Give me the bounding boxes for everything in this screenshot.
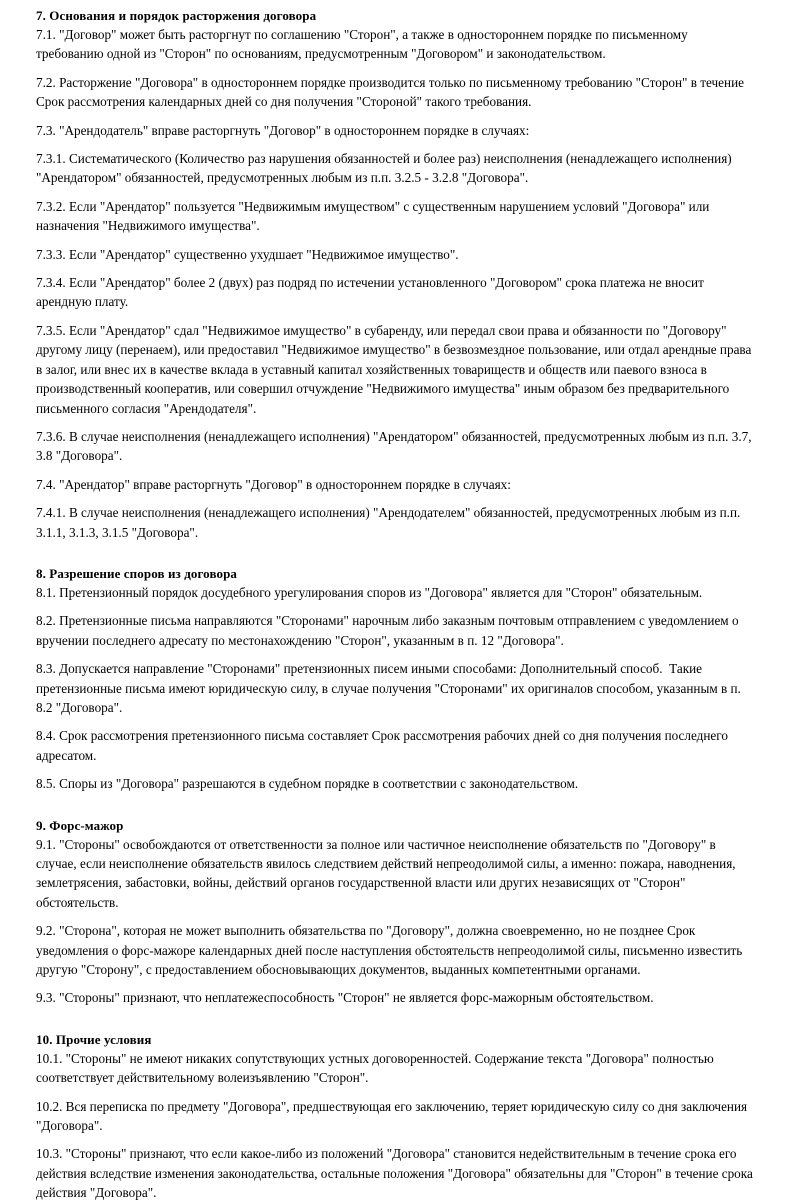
clause-8.1: 8.1. Претензионный порядок досудебного урегулирования споров из "Договора" является для "Сторон" обязательным. <box>36 584 703 600</box>
section-7 <box>36 6 757 542</box>
clause-8.2: 8.2. Претензионные письма направляются "Сторонами" нарочным либо заказным почтовым отправлением с уведомлением о вручении последнего адресату по местонахождению "Сторон", указанным в п. 12 "Договора". <box>36 613 742 648</box>
clause-10.2: 10.2. Вся переписка по предмету "Договора", предшествующая его заключению, теряет юридическую силу со дня заключения "Договора". <box>36 1098 751 1134</box>
clause-7.3.4: 7.3.4. Если "Арендатор" более 2 (двух) раз подряд по истечении установленного "Договором" срока платежа не вносит арендную плату. <box>36 275 708 310</box>
clause-9.1: 9.1. "Стороны" освобождаются от ответственности за полное или частичное неисполнение обязательств по "Договору" в случае, если неисполнение обязательств явилось следствием действий непреодолимой силы, а именно: пожара, наводнения, землетрясения, забастовки, войны, действий органов государственной власти или других независящих от "Сторон" обстоятельств. <box>36 836 739 910</box>
section-10 <box>36 1030 757 1203</box>
clause-8.5: 8.5. Споры из "Договора" разрешаются в судебном порядке в соответствии с законодательством. <box>36 776 579 792</box>
clause-9.3: 9.3. "Стороны" признают, что неплатежеспособность "Сторон" не является форс-мажорным обстоятельством. <box>36 990 654 1006</box>
section-8 <box>36 564 757 794</box>
clause-8.4: 8.4. Срок рассмотрения претензионного письма составляет Срок рассмотрения рабочих дней со дня получения последнего адресатом. <box>36 728 732 763</box>
clause-7.3.5: 7.3.5. Если "Арендатор" сдал "Недвижимое имущество" в субаренду, или передал свои права и обязанности по "Договору" другому лицу (перенаем), или предоставил "Недвижимое имущество" в безвозмездное пользование, или отдал арендные права в залог, или внес их в качестве вклада в уставный капитал хозяйственных товариществ и обществ или паевого взноса в производственный кооператив, или совершил отчуждение "Недвижимого имущества" иным образом без предварительного письменного согласия "Арендодателя". <box>36 322 755 416</box>
section-7-heading: 7. Основания и порядок расторжения договора <box>36 8 317 23</box>
document-body <box>36 6 757 1203</box>
clause-7.1: 7.1. "Договор" может быть расторгнут по соглашению "Сторон", а также в одностороннем порядке по письменному требованию одной из "Сторон" по основаниям, предусмотренным "Договором" и законодательством. <box>36 27 692 62</box>
section-10-heading: 10. Прочие условия <box>36 1031 152 1047</box>
section-9-heading: 9. Форс-мажор <box>36 817 124 833</box>
clause-7.3.2: 7.3.2. Если "Арендатор" пользуется "Недвижимым имуществом" с существенным нарушением условий "Договора" или назначения "Недвижимого имущества". <box>36 198 713 234</box>
clause-7.2: 7.2. Расторжение "Договора" в одностороннем порядке производится только по письменному требованию "Сторон" в течение Срок рассмотрения календарных дней со дня получения "Стороной" такого требования. <box>36 74 748 110</box>
clause-9.2: 9.2. "Сторона", которая не может выполнить обязательства по "Договору", должна своевременно, но не позднее Срок уведомления о форс-мажоре календарных дней после наступления обстоятельств непреодолимой силы, письменно известить другую "Сторону", с предоставлением обосновывающих документов, выданных компетентными органами. <box>36 923 746 978</box>
clause-8.3: 8.3. Допускается направление "Сторонами" претензионных писем иными способами: Дополнительный способ. Такие претензионные письма имеют юридическую силу, в случае получения "Сторонами" их оригиналов способом, указанным в п. 8.2 "Договора". <box>36 661 745 715</box>
clause-10.1: 10.1. "Стороны" не имеют никаких сопутствующих устных договоренностей. Содержание текста "Договора" полностью соответствует действительному волеизъявлению "Сторон". <box>36 1050 718 1086</box>
clause-7.3: 7.3. "Арендодатель" вправе расторгнуть "Договор" в одностороннем порядке в случаях: <box>36 122 530 138</box>
clause-7.3.6: 7.3.6. В случае неисполнения (ненадлежащего исполнения) "Арендатором" обязанностей, предусмотренных любым из п.п. 3.7, 3.8 "Договора". <box>36 428 755 464</box>
clause-10.3: 10.3. "Стороны" признают, что если какое-либо из положений "Договора" становится недействительным в течение срока его действия вследствие изменения законодательства, остальные положения "Договора" обязательны для "Сторон" в течение срока действия "Договора". <box>36 1146 757 1201</box>
section-8-heading: 8. Разрешение споров из договора <box>36 565 238 581</box>
section-9 <box>36 816 757 1008</box>
clause-7.3.3: 7.3.3. Если "Арендатор" существенно ухудшает "Недвижимое имущество". <box>36 246 459 262</box>
clause-7.4: 7.4. "Арендатор" вправе расторгнуть "Договор" в одностороннем порядке в случаях: <box>36 476 511 492</box>
clause-7.4.1: 7.4.1. В случае неисполнения (ненадлежащего исполнения) "Арендодателем" обязанностей, предусмотренных любым из п.п. 3.1.1, 3.1.3, 3.1.5 "Договора". <box>36 505 744 540</box>
clause-7.3.1: 7.3.1. Систематического (Количество раз нарушения обязанностей и более раз) неисполнения (ненадлежащего исполнения) "Арендатором" обязанностей, предусмотренных любым из п.п. 3.2.5 - 3.2.8 "Договора". <box>36 151 735 186</box>
